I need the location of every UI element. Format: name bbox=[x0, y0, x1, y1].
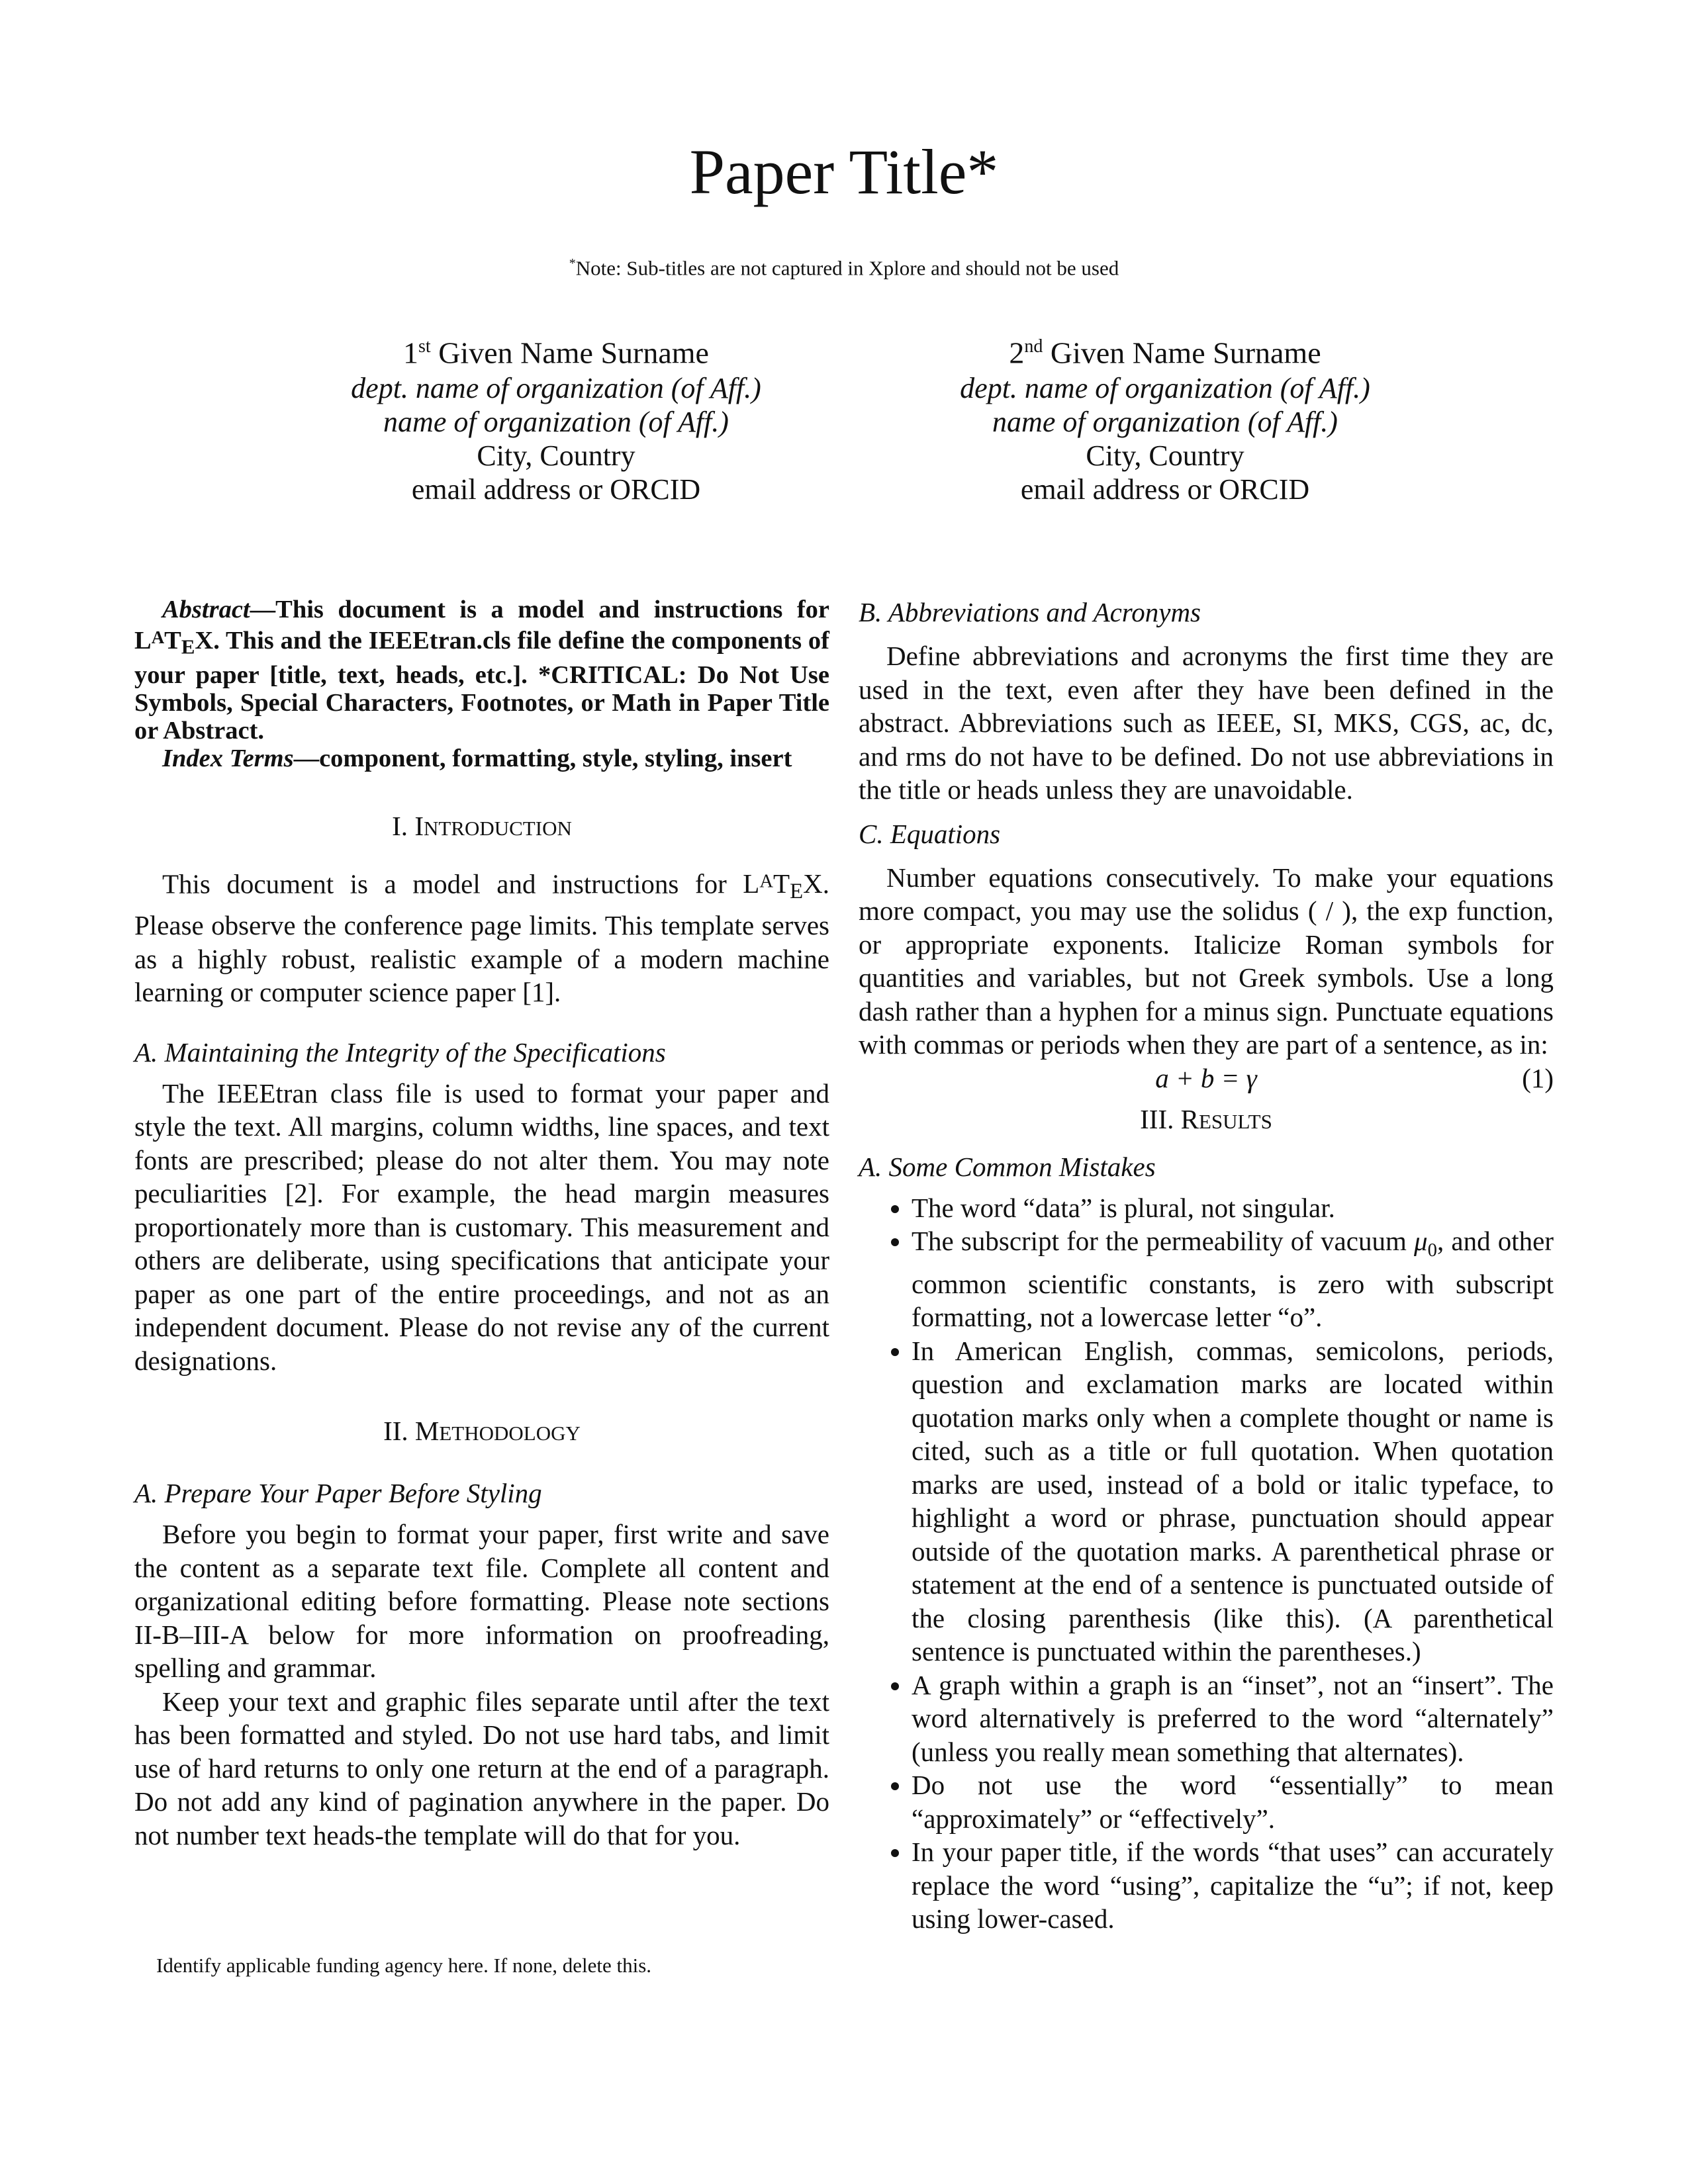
index-terms-label: Index Terms bbox=[162, 744, 294, 772]
subsection-paragraph: Define abbreviations and acronyms the first time they are used in the text, even after they have been defined in the abstract. Abbreviations such as IEEE, SI, MKS, CGS, ac, dc, and rms do not have to be defined. Do not use abbreviations in the title or heads unless they are unavoidable. bbox=[859, 641, 1554, 805]
author-org: name of organization (of Aff.) bbox=[383, 406, 729, 439]
author-name: 1st Given Name Surname bbox=[403, 336, 709, 370]
author-location: City, Country bbox=[1086, 439, 1244, 473]
right-column bbox=[859, 596, 1554, 1936]
author-name: 2nd Given Name Surname bbox=[1009, 336, 1321, 370]
list-item: • Do not use the word “essentially” to mean “approximately” or “effectively”. bbox=[912, 1768, 1554, 1835]
subsection-title: A. Prepare Your Paper Before Styling bbox=[134, 1478, 542, 1509]
list-item: • In American English, commas, semicolons, periods, question and exclamation marks are located within quotation marks only when a complete thought or name is cited, such as a title or full quotation. When quotation marks are used, instead of a bold or italic typeface, to highlight a word or phrase, punctuation should appear outside of the quotation marks. A parenthetical phrase or statement at the end of a sentence is punctuated outside of the closing parenthesis (like this). (A parenthetical sentence is punctuated within the parentheses.) bbox=[912, 1334, 1554, 1668]
section-heading-introduction: I. INTRODUCTION bbox=[392, 810, 572, 841]
equation-number: (1) bbox=[1522, 1062, 1554, 1093]
list-item: • The subscript for the permeability of vacuum $\mu_0$, and other common scientific constants, is zero with subscript formatting, not a lowercase letter “o”. bbox=[912, 1224, 1554, 1334]
subsection-title: A. Maintaining the Integrity of the Specifications bbox=[134, 1036, 666, 1068]
paper-title: Paper Title* bbox=[689, 136, 999, 207]
author-location: City, Country bbox=[477, 439, 635, 473]
subtitle-mark: * bbox=[569, 256, 576, 271]
left-column bbox=[134, 596, 829, 1852]
author-contact: email address or ORCID bbox=[411, 473, 701, 506]
author-dept: dept. name of organization (of Aff.) bbox=[960, 372, 1370, 405]
list-item: • In your paper title, if the words “that uses” can accurately replace the word “using”, capitalize the “u”; if not, keep using lower-cased. bbox=[912, 1835, 1554, 1936]
abstract-text: —This document is a model and instructions for $L^AT_EX$. This and the IEEEtran.cls file define the components of your paper [title, text, heads, etc.]. *CRITICAL: Do Not Use Symbols, Special Characters, Footnotes, or Math in Paper Title or Abstract. bbox=[134, 596, 829, 745]
mistakes-list bbox=[859, 1191, 1554, 1936]
abstract bbox=[134, 596, 829, 745]
intro-paragraph: This document is a model and instructions for $L^AT_EX$. Please observe the conference page limits. This template serves as a highly robust, realistic example of a modern machine learning or computer science paper [1]. bbox=[134, 868, 829, 1008]
subsection-title: C. Equations bbox=[859, 818, 1001, 849]
index-terms bbox=[134, 745, 829, 772]
author-contact: email address or ORCID bbox=[1020, 473, 1310, 506]
index-terms-text: —component, formatting, style, styling, insert bbox=[293, 744, 792, 772]
section-heading-methodology: II. METHODOLOGY bbox=[383, 1416, 581, 1447]
subsection-paragraph: Keep your text and graphic files separate until after the text has been formatted and styled. Do not use hard tabs, and limit use of hard returns to only one return at the end of a paragraph. Do not add any kind of pagination anywhere in the paper. Do not number text heads-the template will do that for you. bbox=[134, 1686, 829, 1850]
author-block-2 bbox=[867, 328, 1463, 506]
equation bbox=[859, 1062, 1554, 1096]
list-item: • A graph within a graph is an “inset”, not an “insert”. The word alternatively is preferred to the word “alternately” (unless you really mean something that alternates). bbox=[912, 1668, 1554, 1769]
subsection-paragraph: The IEEEtran class file is used to format your paper and style the text. All margins, column widths, line spaces, and text fonts are prescribed; please do not alter them. You may note peculiarities [2]. For example, the head margin measures proportionately more than is customary. This measurement and others are deliberate, using specifications that anticipate your paper as one part of the entire proceedings, and not as an independent document. Please do not revise any of the current designations. bbox=[134, 1077, 829, 1376]
section-heading-results: III. RESULTS bbox=[1140, 1103, 1272, 1134]
subtitle-note bbox=[0, 250, 1688, 281]
author-dept: dept. name of organization (of Aff.) bbox=[351, 372, 761, 405]
author-block-1 bbox=[258, 328, 854, 506]
subsection-title: A. Some Common Mistakes bbox=[859, 1151, 1156, 1182]
list-item: • The word “data” is plural, not singular. bbox=[912, 1191, 1554, 1225]
subsection-title: B. Abbreviations and Acronyms bbox=[859, 597, 1201, 627]
subsection-paragraph: Number equations consecutively. To make your equations more compact, you may use the solidus ( / ), the exp function, or appropriate exponents. Italicize Roman symbols for quantities and variables, but not Greek symbols. Use a long dash rather than a hyphen for a minus sign. Punctuate equations with commas or periods when they are part of a sentence, as in: bbox=[859, 862, 1554, 1060]
abstract-label: Abstract bbox=[162, 596, 250, 623]
funding-footnote: Identify applicable funding agency here. If none, delete this. bbox=[156, 1954, 652, 1977]
equation-expression: a + b = γ bbox=[1155, 1062, 1257, 1093]
subsection-paragraph: Before you begin to format your paper, first write and save the content as a separate text file. Complete all content and organizational editing before formatting. Please note sections II-B–III-A below for more information on proofreading, spelling and grammar. bbox=[134, 1519, 829, 1684]
author-org: name of organization (of Aff.) bbox=[992, 406, 1338, 439]
subtitle-note-text: Note: Sub-titles are not captured in Xplore and should not be used bbox=[575, 256, 1119, 280]
